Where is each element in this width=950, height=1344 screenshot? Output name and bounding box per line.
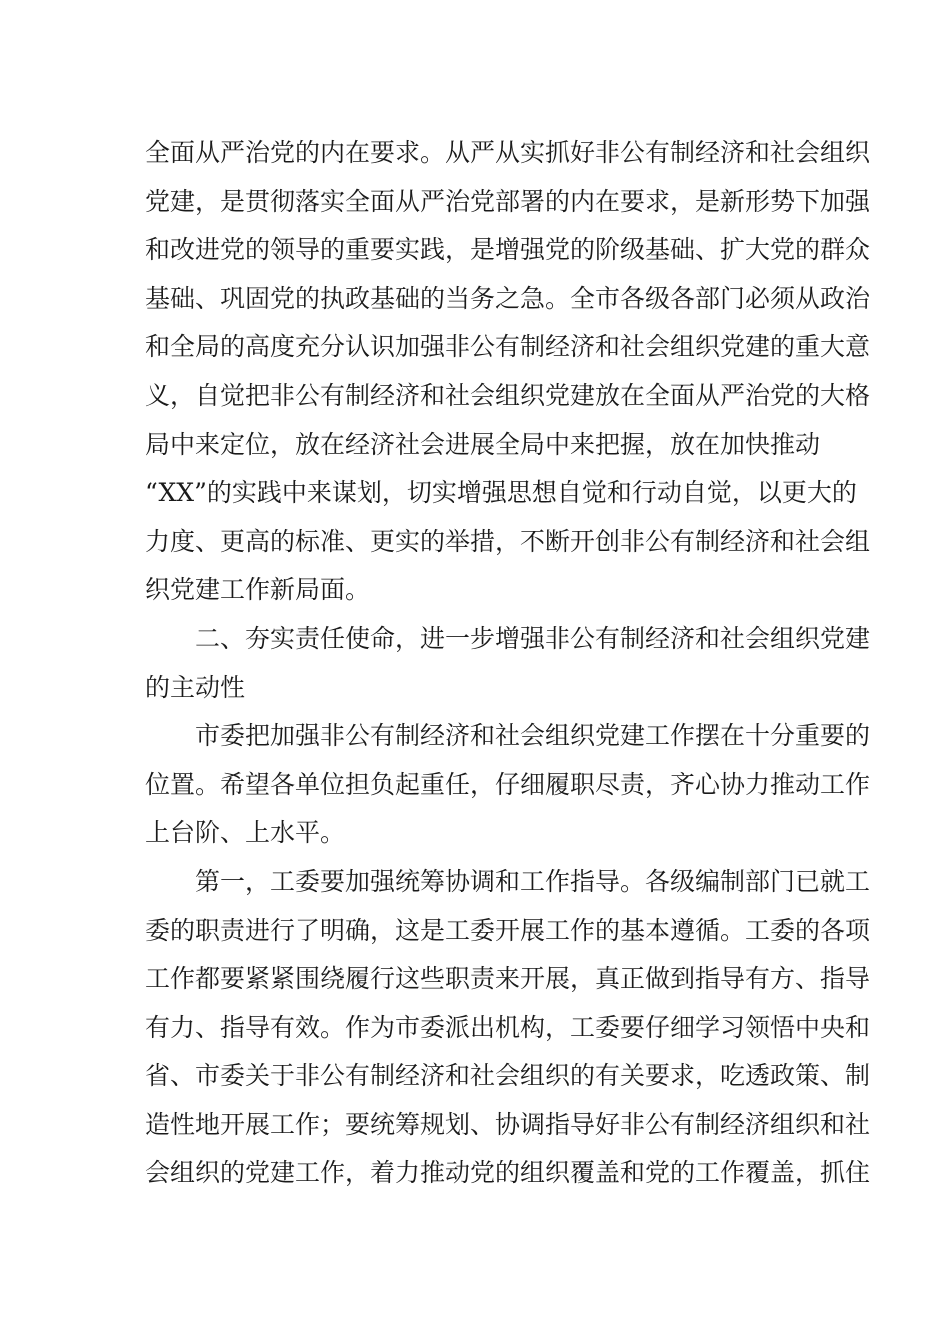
text-line: 力度、更高的标准、更实的举措，不断开创非公有制经济和社会组	[145, 526, 871, 556]
text-line: 义，自觉把非公有制经济和社会组织党建放在全面从严治党的大格	[145, 380, 871, 410]
document-body	[145, 129, 871, 1198]
text-line: 工作都要紧紧围绕履行这些职责来开展，真正做到指导有方、指导	[145, 964, 871, 994]
text-line: 省、市委关于非公有制经济和社会组织的有关要求，吃透政策、制	[145, 1061, 871, 1091]
text-line: 第一，工委要加强统筹协调和工作指导。各级编制部门已就工	[195, 866, 871, 896]
text-line: 会组织的党建工作，着力推动党的组织覆盖和党的工作覆盖，抓住	[145, 1158, 871, 1188]
text-line: 织党建工作新局面。	[145, 575, 371, 605]
text-line: 有力、指导有效。作为市委派出机构，工委要仔细学习领悟中央和	[145, 1012, 871, 1042]
text-line: 上台阶、上水平。	[145, 818, 346, 848]
section-heading: 二、夯实责任使命，进一步增强非公有制经济和社会组织党建	[195, 623, 871, 653]
text-line: 委的职责进行了明确，这是工委开展工作的基本遵循。工委的各项	[145, 915, 871, 945]
text-line: 党建，是贯彻落实全面从严治党部署的内在要求，是新形势下加强	[145, 186, 871, 216]
text-line: 和改进党的领导的重要实践，是增强党的阶级基础、扩大党的群众	[145, 235, 871, 265]
section-heading: 的主动性	[145, 672, 246, 702]
text-line: 造性地开展工作；要统筹规划、协调指导好非公有制经济组织和社	[145, 1109, 871, 1139]
text-line: 市委把加强非公有制经济和社会组织党建工作摆在十分重要的	[195, 721, 871, 751]
text-line: “XX”的实践中来谋划，切实增强思想自觉和行动自觉，以更大的	[145, 478, 857, 508]
text-line: 全面从严治党的内在要求。从严从实抓好非公有制经济和社会组织	[145, 138, 871, 167]
text-line: 基础、巩固党的执政基础的当务之急。全市各级各部门必须从政治	[145, 283, 871, 313]
text-line: 和全局的高度充分认识加强非公有制经济和社会组织党建的重大意	[145, 332, 871, 362]
text-line: 位置。希望各单位担负起重任，仔细履职尽责，齐心协力推动工作	[145, 769, 871, 799]
text-line: 局中来定位，放在经济社会进展全局中来把握，放在加快推动	[145, 429, 821, 459]
